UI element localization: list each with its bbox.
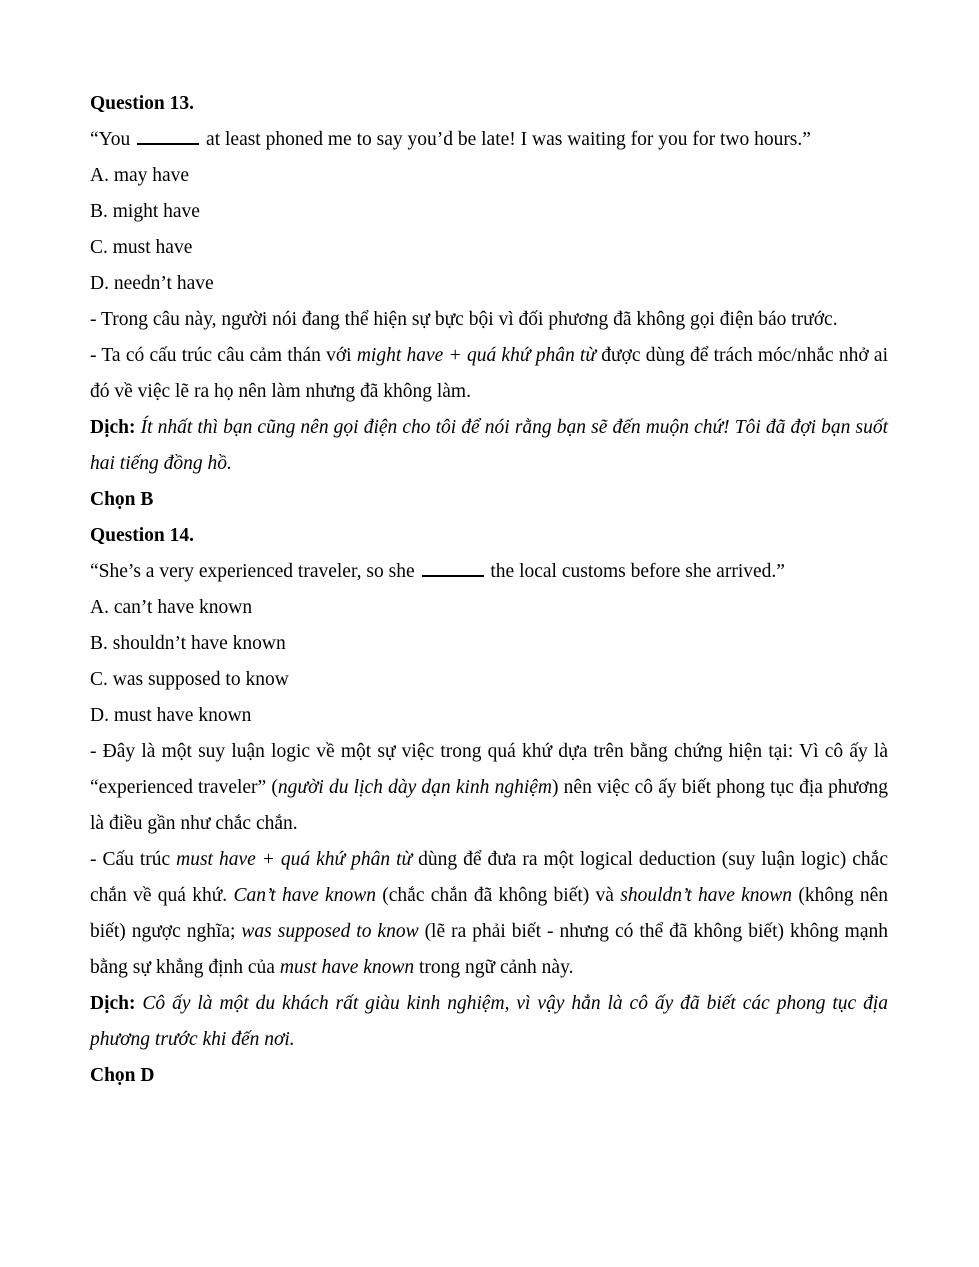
q14-option-c: C. was supposed to know bbox=[90, 669, 289, 690]
text-run: (lẽ ra phải biết - nhưng có thể đã không biết) không mạnh bằng sự khẳng định của bbox=[90, 921, 888, 978]
q13-option-b: B. might have bbox=[90, 201, 200, 222]
q14-option-b: B. shouldn’t have known bbox=[90, 633, 286, 654]
text-run: được dùng để trách móc/nhắc nhở ai đó về việc lẽ ra họ nên làm nhưng đã không làm. bbox=[90, 345, 888, 402]
q13-explanation-2 bbox=[90, 338, 888, 410]
q14-explanation-2 bbox=[90, 842, 888, 986]
text-run: dùng để đưa ra một logical deduction (suy luận logic) chắc chắn về quá khứ. bbox=[90, 849, 888, 906]
italic-gloss: người du lịch dày dạn kinh nghiệm bbox=[277, 777, 552, 798]
question-14-stem bbox=[90, 554, 888, 590]
question-14-title: Question 14. bbox=[90, 525, 195, 546]
q13-option-d: D. needn’t have bbox=[90, 273, 214, 294]
text-run: (không nên biết) ngược nghĩa; bbox=[90, 885, 889, 942]
option-term: Can’t have known bbox=[233, 885, 376, 906]
question-13-title: Question 13. bbox=[90, 93, 195, 114]
translation-text: Cô ấy là một du khách rất giàu kinh nghiệm, vì vậy hẳn là cô ấy đã biết các phong tục địa phương trước khi đến nơi. bbox=[90, 993, 888, 1050]
document-page bbox=[90, 86, 888, 1094]
text-run: - Đây là một suy luận logic về một sự việc trong quá khứ dựa trên bằng chứng hiện tại: Vì cô ấy là “experienced traveler” ( bbox=[90, 741, 888, 798]
translation-text: Ít nhất thì bạn cũng nên gọi điện cho tôi để nói rằng bạn sẽ đến muộn chứ! Tôi đã đợi bạn suốt hai tiếng đồng hồ. bbox=[90, 417, 889, 474]
structure-term: might have + quá khứ phân từ bbox=[356, 345, 596, 366]
text-run: trong ngữ cảnh này. bbox=[414, 957, 574, 978]
q14-translation bbox=[90, 986, 888, 1058]
q14-option-a: A. can’t have known bbox=[90, 597, 253, 618]
text-run: (chắc chắn đã không biết) và bbox=[375, 885, 621, 906]
stem-after: the local customs before she arrived.” bbox=[490, 561, 785, 582]
q14-option-d: D. must have known bbox=[90, 705, 252, 726]
q13-answer: Chọn B bbox=[90, 489, 154, 510]
translation-label: Dịch: bbox=[90, 993, 136, 1014]
text-run: - Cấu trúc bbox=[90, 849, 177, 870]
q13-explanation-1: - Trong câu này, người nói đang thể hiện sự bực bội vì đối phương đã không gọi điện báo trước. bbox=[90, 309, 838, 330]
q13-translation bbox=[90, 410, 888, 482]
structure-term: must have + quá khứ phân từ bbox=[176, 849, 413, 870]
question-13-stem bbox=[90, 122, 888, 158]
translation-label: Dịch: bbox=[90, 417, 136, 438]
stem-before: “She’s a very experienced traveler, so she bbox=[90, 561, 415, 582]
option-term: shouldn’t have known bbox=[620, 885, 793, 906]
answer-blank bbox=[422, 561, 484, 577]
text-run: ) nên việc cô ấy biết phong tục địa phương là điều gần như chắc chắn. bbox=[90, 777, 888, 834]
option-term: must have known bbox=[279, 957, 415, 978]
answer-blank bbox=[137, 129, 199, 145]
text-run: - Ta có cấu trúc câu cảm thán với bbox=[90, 345, 357, 366]
stem-before: “You bbox=[90, 129, 131, 150]
q14-explanation-1 bbox=[90, 734, 888, 842]
q13-option-a: A. may have bbox=[90, 165, 190, 186]
q14-answer: Chọn D bbox=[90, 1065, 155, 1086]
q13-option-c: C. must have bbox=[90, 237, 193, 258]
stem-after: at least phoned me to say you’d be late! I was waiting for you for two hours.” bbox=[206, 129, 811, 150]
option-term: was supposed to know bbox=[241, 921, 419, 942]
